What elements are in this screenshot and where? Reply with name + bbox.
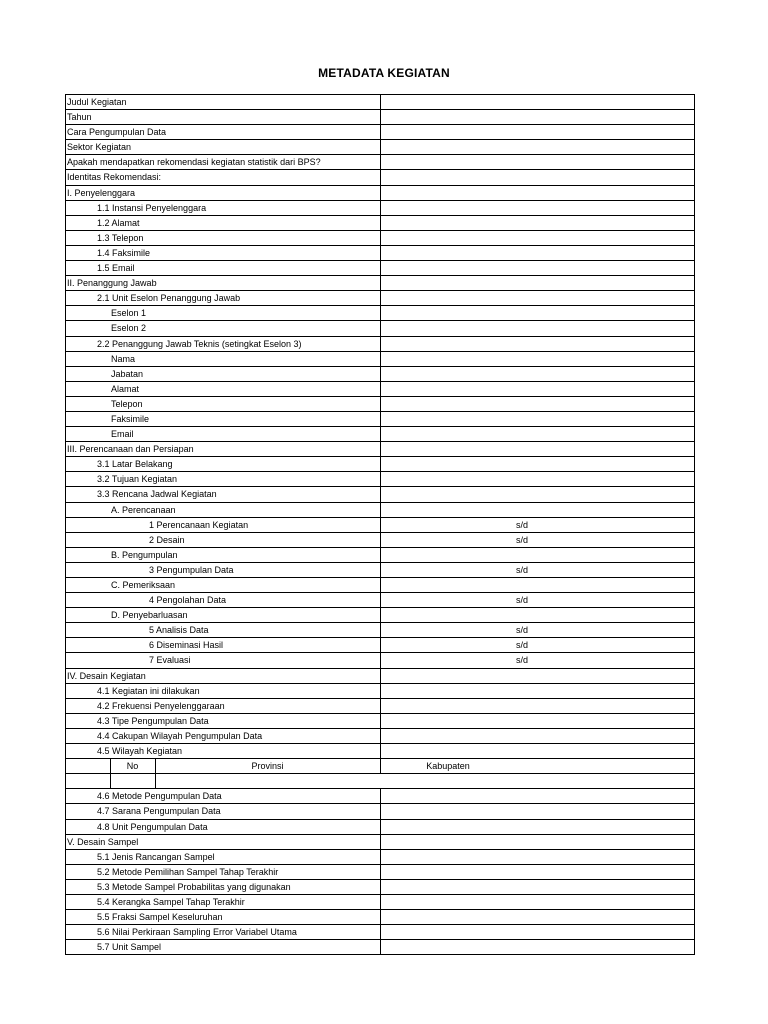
field-label: Jabatan [111,368,144,379]
form-row-alamat [66,382,694,397]
form-row-3-1-latar-belakang [66,457,694,472]
wilayah-provinsi-header: Provinsi [251,761,284,772]
field-label: 4.6 Metode Pengumpulan Data [97,791,222,802]
field-label: 1 Perencanaan Kegiatan [149,519,249,530]
column-divider [380,743,381,759]
column-divider [380,864,381,880]
column-divider [380,547,381,563]
column-divider [380,834,381,850]
column-divider [380,305,381,321]
form-row-b-pengumpulan [66,548,694,563]
form-row-5-1-jenis-rancangan-sampel [66,850,694,865]
form-row-jabatan [66,367,694,382]
column-divider [380,592,381,608]
field-label: 3.1 Latar Belakang [97,459,173,470]
field-label: Alamat [111,383,140,394]
form-row-identitas-rekomendasi [66,170,694,185]
field-label: 5.5 Fraksi Sampel Keseluruhan [97,912,223,923]
form-row-apakah-mendapatkan-rekomendasi-kegiatan-statistik-dari-bps [66,155,694,170]
field-label: II. Penanggung Jawab [67,278,157,289]
form-row-a-perencanaan [66,503,694,518]
column-divider [380,486,381,502]
form-row-4-8-unit-pengumpulan-data [66,820,694,835]
column-divider [380,215,381,231]
column-divider [380,622,381,638]
field-label: Eselon 2 [111,323,147,334]
field-label: 5.6 Nilai Perkiraan Sampling Error Variabel Utama [97,927,297,938]
field-label: 5.1 Jenis Rancangan Sampel [97,851,215,862]
field-label: 2 Desain [149,534,185,545]
column-divider [380,517,381,533]
column-divider [380,139,381,155]
column-divider [380,169,381,185]
wilayah-kabupaten-header: Kabupaten [426,761,470,772]
date-range-separator: s/d [516,640,529,651]
column-divider [380,758,381,774]
field-label: Apakah mendapatkan rekomendasi kegiatan statistik dari BPS? [67,157,321,168]
form-row-2-1-unit-eselon-penanggung-jawab [66,291,694,306]
date-range-separator: s/d [516,564,529,575]
form-row-1-5-email [66,261,694,276]
form-row-1-1-instansi-penyelenggara [66,201,694,216]
field-label: 7 Evaluasi [149,655,191,666]
field-label: 1.3 Telepon [97,232,144,243]
field-label: 5 Analisis Data [149,625,209,636]
field-label: 5.2 Metode Pemilihan Sampel Tahap Terakhir [97,866,279,877]
date-range-separator: s/d [516,625,529,636]
form-row-5-4-kerangka-sampel-tahap-terakhir [66,895,694,910]
column-divider [380,698,381,714]
column-divider [380,713,381,729]
form-row-d-penyebarluasan [66,608,694,623]
field-label: D. Penyebarluasan [111,610,188,621]
form-row-5-7-unit-sampel [66,940,694,955]
column-divider [380,154,381,170]
field-label: Faksimile [111,413,150,424]
field-label: I. Penyelenggara [67,187,136,198]
column-divider [380,924,381,940]
column-divider [380,683,381,699]
column-divider [380,728,381,744]
column-divider [380,879,381,895]
field-label: Eselon 1 [111,308,147,319]
field-label: 1.1 Instansi Penyelenggara [97,202,207,213]
column-divider [380,351,381,367]
field-label: 5.4 Kerangka Sampel Tahap Terakhir [97,896,245,907]
form-row-cara-pengumpulan-data [66,125,694,140]
field-label: Telepon [111,398,143,409]
column-divider [380,245,381,261]
column-divider [380,607,381,623]
field-label: III. Perencanaan dan Persiapan [67,444,194,455]
field-label: 4 Pengolahan Data [149,595,227,606]
column-divider [110,758,111,774]
column-divider [380,803,381,819]
form-row-4-7-sarana-pengumpulan-data [66,804,694,819]
field-label: 3.3 Rencana Jadwal Kegiatan [97,489,217,500]
column-divider [380,532,381,548]
field-label: 5.7 Unit Sampel [97,942,162,953]
form-row-2-2-penanggung-jawab-teknis-setingkat-eselon-3 [66,337,694,352]
form-row-3-pengumpulan-data [66,563,694,578]
field-label: 4.5 Wilayah Kegiatan [97,746,183,757]
field-label: 2.2 Penanggung Jawab Teknis (setingkat Eselon 3) [97,338,302,349]
metadata-form-table [65,94,695,955]
field-label: Nama [111,353,136,364]
field-label: C. Pemeriksaan [111,580,176,590]
column-divider [380,275,381,291]
form-row-5-5-fraksi-sampel-keseluruhan [66,910,694,925]
field-label: 2.1 Unit Eselon Penanggung Jawab [97,293,241,304]
form-row-faksimile [66,412,694,427]
column-divider [380,894,381,910]
field-label: 6 Diseminasi Hasil [149,640,224,651]
field-label: Judul Kegiatan [67,97,127,107]
column-divider [380,819,381,835]
column-divider [380,668,381,684]
form-row-tahun [66,110,694,125]
column-divider [380,788,381,804]
form-row-3-2-tujuan-kegiatan [66,472,694,487]
column-divider [380,456,381,472]
field-label: 1.2 Alamat [97,217,140,228]
form-row-1-perencanaan-kegiatan [66,518,694,533]
form-row-judul-kegiatan [66,95,694,110]
form-row-1-3-telepon [66,231,694,246]
field-label: 4.8 Unit Pengumpulan Data [97,821,208,832]
field-label: B. Pengumpulan [111,549,178,560]
field-label: V. Desain Sampel [67,836,139,847]
form-row-v-desain-sampel [66,835,694,850]
form-row-1-2-alamat [66,216,694,231]
date-range-separator: s/d [516,534,529,545]
field-label: 3 Pengumpulan Data [149,564,234,575]
form-row-iii-perencanaan-dan-persiapan [66,442,694,457]
field-label: 4.1 Kegiatan ini dilakukan [97,685,200,696]
wilayah-header-row [66,759,694,774]
form-row-ii-penanggung-jawab [66,276,694,291]
column-divider [380,652,381,668]
column-divider [380,426,381,442]
field-label: IV. Desain Kegiatan [67,670,146,681]
field-label: Identitas Rekomendasi: [67,172,162,183]
column-divider [380,320,381,336]
field-label: Email [111,429,134,440]
column-divider [380,290,381,306]
field-label: 5.3 Metode Sampel Probabilitas yang digunakan [97,881,291,892]
field-label: 4.3 Tipe Pengumpulan Data [97,715,209,726]
field-label: 4.7 Sarana Pengumpulan Data [97,806,221,817]
column-divider [380,577,381,593]
form-row-4-pengolahan-data [66,593,694,608]
form-row-4-6-metode-pengumpulan-data [66,789,694,804]
field-label: Tahun [67,112,92,123]
form-row-5-analisis-data [66,623,694,638]
form-row-4-3-tipe-pengumpulan-data [66,714,694,729]
form-row-5-6-nilai-perkiraan-sampling-error-variabel-utama [66,925,694,940]
wilayah-no-header: No [126,761,139,772]
date-range-separator: s/d [516,519,529,530]
form-row-6-diseminasi-hasil [66,638,694,653]
column-divider [155,758,156,774]
form-row-5-2-metode-pemilihan-sampel-tahap-terakhir [66,865,694,880]
column-divider [380,336,381,352]
column-divider [380,411,381,427]
column-divider [380,230,381,246]
column-divider [380,637,381,653]
form-row-4-2-frekuensi-penyelenggaraan [66,699,694,714]
form-row-eselon-1 [66,306,694,321]
date-range-separator: s/d [516,655,529,666]
form-row-sektor-kegiatan [66,140,694,155]
column-divider [380,396,381,412]
field-label: 1.4 Faksimile [97,247,151,258]
column-divider [155,773,156,789]
column-divider [380,441,381,457]
column-divider [110,773,111,789]
form-row-1-4-faksimile [66,246,694,261]
column-divider [380,185,381,201]
form-row-5-3-metode-sampel-probabilitas-yang-digunakan [66,880,694,895]
form-row-c-pemeriksaan [66,578,694,593]
wilayah-entry-row [66,774,694,789]
column-divider [380,94,381,110]
form-row-4-4-cakupan-wilayah-pengumpulan-data [66,729,694,744]
form-row-7-evaluasi [66,653,694,668]
form-row-iv-desain-kegiatan [66,669,694,684]
column-divider [380,124,381,140]
column-divider [380,939,381,955]
form-row-3-3-rencana-jadwal-kegiatan [66,487,694,502]
field-label: 3.2 Tujuan Kegiatan [97,474,178,485]
form-row-eselon-2 [66,321,694,336]
column-divider [380,200,381,216]
date-range-separator: s/d [516,595,529,606]
form-row-email [66,427,694,442]
field-label: 1.5 Email [97,263,135,274]
field-label: 4.2 Frekuensi Penyelenggaraan [97,700,225,711]
column-divider [380,471,381,487]
field-label: Sektor Kegiatan [67,142,132,153]
column-divider [380,260,381,276]
column-divider [380,562,381,578]
form-row-2-desain [66,533,694,548]
form-row-4-1-kegiatan-ini-dilakukan [66,684,694,699]
document-title: METADATA KEGIATAN [318,66,450,80]
column-divider [380,502,381,518]
column-divider [380,849,381,865]
column-divider [380,366,381,382]
field-label: Cara Pengumpulan Data [67,127,167,138]
column-divider [380,909,381,925]
column-divider [380,381,381,397]
field-label: A. Perencanaan [111,504,176,515]
form-row-telepon [66,397,694,412]
form-row-4-5-wilayah-kegiatan [66,744,694,759]
column-divider [380,109,381,125]
field-label: 4.4 Cakupan Wilayah Pengumpulan Data [97,730,263,741]
form-row-nama [66,352,694,367]
form-row-i-penyelenggara [66,186,694,201]
